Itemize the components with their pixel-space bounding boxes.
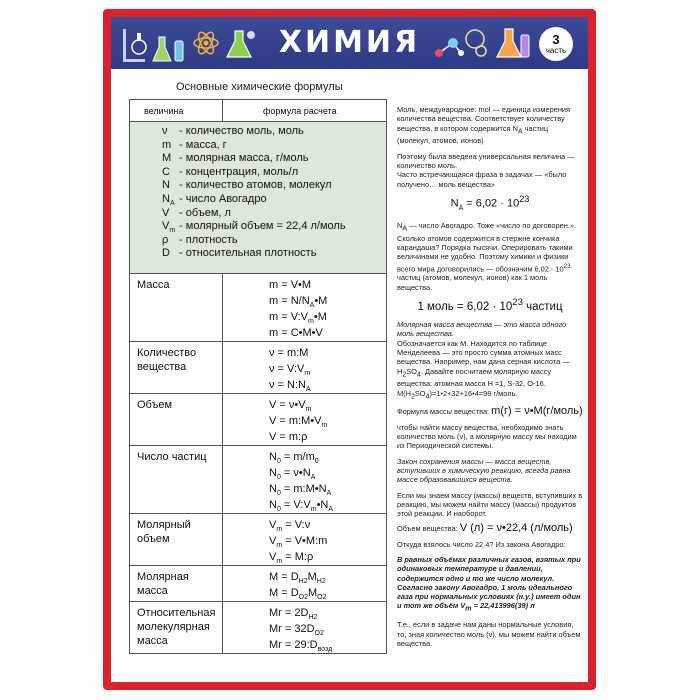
formula: $N_0$ = $\nu•N_A$ [269,467,316,482]
formula-list [223,514,386,565]
header-formula: формула расчета [263,106,337,116]
mole-definition: Моль, международное: mol — единица измерения количества вещества. Соответствует количеству вещества, в котором содержится $N_A$ частиц (молекул, атомов, ионов) [397,105,571,146]
legend-symbol: M [162,152,172,165]
formula: $Mr = 29:D_{возд}$ [269,639,333,654]
legend-description: - число Авогадро [176,192,267,205]
legend-description: - количество атомов, молекул [176,179,332,192]
legend-symbol: C [162,165,170,178]
legend-symbol: N [162,179,170,192]
part-badge [539,27,573,61]
formula-table [129,99,387,654]
formula: $m = N/N_A•M$ [269,295,328,310]
formula: $m = V:V_m•M$ [269,311,327,326]
formula-list [223,394,386,445]
symbol-legend [130,122,386,274]
formula: $V_m$ = M:ρ [269,551,314,566]
legend-symbol: V [162,206,170,219]
quantity-name: Относительная молекулярная масса [130,602,223,653]
quantity-name: Молярный объем [130,514,223,565]
formula-list [223,342,386,393]
formula: $\nu = V:V_m$ [269,363,311,378]
legend-description: - концентрация, моль/л [176,165,299,178]
legend-description: - плотность [176,233,238,246]
explanation-column [397,105,583,654]
avogadro-explanation: $N_A$ — число Авогадро. Тоже «число по договорен.». Сколько атомов содержится в стержне кончика карандаша? Порядка тысячи. Оперировать такими величинами не удобно. Поэтому химики и физики всего мира договорились — обозначим $6,02 \cdot 10^{23}$ частиц (атомов, молекул, ионов) как 1 моль вещества. [397,220,577,292]
mass-formula: m(г) = ν•M(г/моль) [491,405,583,418]
legend-description: - молярная масса, г/моль [176,152,309,165]
formula: $N_0$ = $m:M•N_A$ [269,483,332,498]
legend-symbol: $V_m$ [162,220,176,235]
legend-description: - молярный объем = 22,4 л/моль [176,220,346,233]
formula-group-row [130,446,386,514]
quantity-name: Масса [130,274,223,341]
legend-description: - объем, л [176,206,231,219]
legend-row [162,125,386,139]
page-title: ХИМИЯ [278,25,421,60]
legend-row [162,152,386,166]
legend-row [162,139,386,153]
mole-phrase: Часто встречающаяся фраза в задачах — «было получено… моль вещества» [397,170,567,189]
formula-group-row [130,394,386,446]
volume-origin-question: Откуда взялось число 22.4? Из закона Авогадро: [397,539,566,549]
formula-groups [130,274,386,653]
mass-conservation-note: Если мы знаем массу (массы) веществ, вступивших в реакцию, мы можем найти массу (массы) продуктов этой реакции. И наоборот. [397,490,583,519]
poster-sheet [111,17,588,682]
part-label: часть [545,46,567,55]
formula: $Mr = 32D_{O2}$ [269,623,324,638]
legend-symbol: D [162,247,170,260]
formula-group-row [130,514,386,566]
formula: $M = D_{O2}M_{O2}$ [269,587,327,602]
legend-row [162,234,386,248]
formula-group-row [130,602,386,653]
molar-mass-explanation: Обозначается как M. Находится по таблице Менделеева — это просто сумма атомных масс вещества. Например, нам дана серная кислота — $H_2SO_4$. Давайте посчитаем молярную массу вещества: атомная масса H =1, S-32, O-16. $M(H_2SO_4)=1•2+32+16•4=98$ г/моль. [397,338,570,401]
legend-symbol: m [162,138,172,151]
legend-symbol: $N_A$ [162,192,175,208]
quantity-name: Молярная масса [130,566,223,601]
formula-list [223,566,386,601]
section-title: Основные химические формулы [176,81,343,93]
formula-list [223,602,386,653]
formula: $N_0 = m/m_0$ [269,451,319,466]
part-number: 3 [552,32,560,47]
formula: $V_m$ = V•M:m [269,535,328,550]
legend-symbol: ν [162,125,168,137]
formula: V = m:ρ [269,431,308,443]
avogadro-equation: $N_A = 6,02 \cdot 10^{23}$ [450,193,530,212]
header-quantity: величина [130,100,223,121]
legend-description: - относительная плотность [176,247,317,260]
quantity-name: Число частиц [130,446,223,513]
mass-formula-explanation: чтобы найти массу вещества, необходимо знать количество моль (ν), а молярную массу мы находим из Периодической системы. [397,422,577,451]
formula: $V = \nu•V_m$ [269,399,312,414]
formula-list [223,446,386,513]
legend-description: - количество моль, моль [176,125,304,137]
formula: m = V•M [269,279,312,291]
formula-list [223,274,386,341]
mole-equation: 1 моль = $6,02 \cdot 10^{23}$ частиц [417,297,563,313]
formula: $V = m:M•V_m$ [269,415,328,430]
legend-row [162,220,386,234]
legend-row [162,207,386,221]
formula: $\nu = N:N_A$ [269,379,311,394]
formula-group-row [130,274,386,342]
legend-row [162,166,386,180]
legend-row [162,247,386,261]
formula-group-row [130,342,386,394]
legend-symbol: ρ [162,233,169,246]
formula: $Mr = 2D_{H2}$ [269,607,318,622]
formula: $V_m$ = V:ν [269,519,311,534]
molar-mass-definition: Молярная масса вещества — это масса одного моль вещества. [397,320,567,339]
mass-conservation-law: Закон сохранения массы — масса веществ, вступивших в химическую реакцию, всегда равна массе образовавшихся веществ. [397,456,571,485]
mole-universal: Поэтому была введена универсальная величина — количество моль. [397,151,575,170]
poster-frame [103,9,596,690]
volume-formula-label: Объем вещества: [397,524,460,534]
legend-row [162,193,386,207]
normal-conditions-note: Т.е., если в задаче нам даны нормальные условия, то, зная количество моль (ν), мы можем найти объем вещества. [397,620,581,648]
quantity-name: Объем [130,394,223,445]
legend-description: - масса, г [176,138,227,151]
header-banner [111,17,588,69]
volume-formula: V (л) = ν•22,4 (л/моль) [459,522,573,535]
table-header [130,100,386,122]
formula-group-row [130,566,386,602]
formula: $N_0$ = $V:V_m•N_A$ [269,499,334,514]
formula: $M = D_{H2}M_{H2}$ [269,571,326,586]
quantity-name: Количество вещества [130,342,223,393]
legend-row [162,179,386,193]
formula: ν = m:M [269,347,309,359]
avogadro-law: В равных объёмах различных газов, взятых при одинаковых температуре и давлении, содержится одно и то же число молекул. Согласно закону Авогадро, 1 моль идеального газа при нормальных условиях (н.у.) имеет один и тот же объём $V_m = 22,413996(39)$ л [397,555,581,613]
formula: m = C•M•V [269,327,323,339]
mass-formula-label: Формула массы вещества: [397,407,492,417]
